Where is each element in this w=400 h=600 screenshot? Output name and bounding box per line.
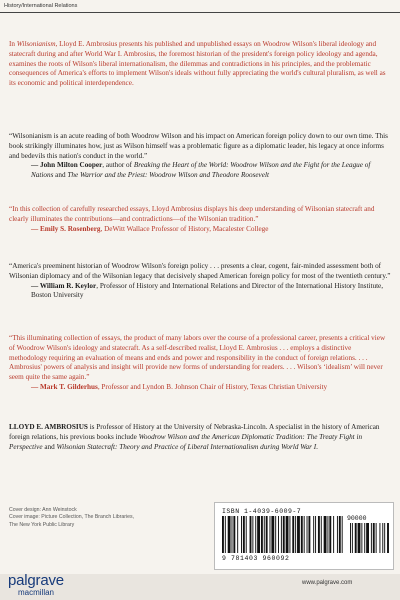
- barcode-bar: [246, 516, 247, 553]
- blurb-name: — John Milton Cooper: [31, 161, 103, 170]
- blurb-name: — William R. Keylor: [31, 281, 97, 290]
- blurb-affiliation: , Professor of History and International Relations and Director of the International History Institute, Boston University: [31, 281, 384, 300]
- blurb-affiliation: , DeWitt Wallace Professor of History, Macalester College: [100, 224, 269, 233]
- barcode-bar: [376, 523, 377, 553]
- barcode-bar: [382, 523, 383, 553]
- barcode-bar: [371, 523, 372, 553]
- logo-subline: macmillan: [18, 588, 55, 597]
- barcode-bar: [250, 516, 252, 553]
- barcode-bar: [315, 516, 316, 553]
- barcode-bar: [308, 516, 310, 553]
- barcode-bar: [289, 516, 290, 553]
- barcode-bar: [252, 516, 253, 553]
- category-label: History/International Relations: [4, 3, 78, 9]
- barcode-bars: [222, 516, 390, 554]
- barcode-bar: [313, 516, 314, 553]
- barcode-bar: [264, 516, 265, 553]
- barcode-bar: [304, 516, 305, 553]
- blurb-aff-a: , author of: [102, 161, 134, 170]
- barcode-bar: [278, 516, 279, 553]
- summary-part1: In: [9, 40, 17, 48]
- barcode-bar: [339, 516, 341, 553]
- blurb-text: “In this collection of carefully researched essays, Lloyd Ambrosius displays his deep understanding of Wilsonian statecraft and clearly illuminates the contributions—and contradictions—of the Wilsonian tradition.”: [9, 205, 375, 223]
- blurb-cooper: [9, 132, 391, 181]
- barcode-bar: [270, 516, 271, 553]
- blurb-gilderhus: [9, 334, 391, 393]
- blurb-affiliation: , Professor and Lyndon B. Johnson Chair of History, Texas Christian University: [97, 382, 328, 391]
- blurb-attribution: [9, 161, 391, 181]
- barcode-bar: [243, 516, 245, 553]
- logo-wordmark: palgrave: [8, 572, 64, 589]
- barcode-bar: [301, 516, 303, 553]
- barcode-bar: [222, 516, 224, 553]
- barcode-bar: [337, 516, 338, 553]
- barcode-bar: [255, 516, 256, 553]
- barcode-bar: [228, 516, 231, 553]
- barcode-digits: 9 781403 960092: [222, 555, 290, 562]
- barcode-bar: [307, 516, 308, 553]
- author-bio-part1: is Professor of History at the University of Nebraska-Lincoln. A specialist in the history of American foreign relations, his previous books include: [9, 423, 380, 441]
- blurb-attribution: [9, 383, 391, 393]
- barcode-bar: [321, 516, 322, 553]
- cover-credits: [9, 507, 134, 529]
- summary-part2: , Lloyd E. Ambrosius presents his published and unpublished essays on Woodrow Wilson's liberal ideology and statecraft during and after World War I. Ambrosius, the foremost historian of the president's foreign policy ideology and agenda, examines the roots of Wilson's liberal internationalism, the dilemmas and contradictions in his principles, and the problematic consequences of America's efforts to implement Wilson's ideals without fully appreciating the world's cultural pluralism, as well as its economic and political interdependence.: [9, 40, 386, 88]
- author-name: LLOYD E. AMBROSIUS: [9, 423, 88, 431]
- barcode-bar: [232, 516, 233, 553]
- barcode-bar: [355, 523, 357, 553]
- barcode-bar: [233, 516, 235, 553]
- author-bio: [9, 423, 391, 452]
- barcode-bar: [342, 516, 343, 553]
- barcode-bar: [271, 516, 274, 553]
- book-summary: [9, 40, 391, 89]
- barcode-bar: [283, 516, 285, 553]
- barcode-bar: [237, 516, 238, 553]
- barcode-bar: [361, 523, 362, 553]
- barcode-bar: [358, 523, 361, 553]
- barcode-bar: [241, 516, 242, 553]
- barcode-bar: [275, 516, 276, 553]
- blurb-attribution: [9, 282, 391, 302]
- summary-title: Wilsonianism: [16, 40, 56, 48]
- barcode-bar: [286, 516, 289, 553]
- blurb-aff-b: and: [53, 171, 68, 180]
- author-book2: Wilsonian Statecraft: Theory and Practice of Liberal Internationalism during World War I: [56, 442, 317, 451]
- blurb-book2: The Warrior and the Priest: Woodrow Wilson and Theodore Roosevelt: [67, 171, 269, 180]
- blurb-book1: Breaking the Heart of the World: Woodrow Wilson and the Fight for the League of Nations: [31, 161, 371, 180]
- barcode-bar: [379, 523, 380, 553]
- blurb-text: “This illuminating collection of essays, the product of many labors over the course of a professional career, presents a critical view of Woodrow Wilson's ideology and statecraft. As a self-described realist, Lloyd E. Ambrosius . . . employs a distinctive methodology requiring an evaluation of means and ends and power and responsibility in the conduct of foreign relations. . . . Ambrosius' powers of analysis and insight will provide new forms of understanding for readers. . . . Wilson's ‘idealism’ will never seem quite the same again.”: [9, 334, 386, 382]
- barcode-bar: [327, 516, 328, 553]
- barcode-bar: [364, 523, 365, 553]
- credit-design: Cover design: Ann Weinstock: [9, 507, 77, 513]
- blurb-name: — Mark T. Gilderhus: [31, 382, 98, 391]
- top-rule: [0, 12, 400, 13]
- barcode-bar: [281, 516, 282, 553]
- barcode-bar: [387, 523, 389, 553]
- barcode-bar: [384, 523, 385, 553]
- author-book1: Woodrow Wilson and the American Diplomatic Tradition: The Treaty Fight in Perspective: [9, 432, 363, 451]
- author-bio-part3: .: [316, 442, 318, 451]
- barcode-bar: [352, 523, 353, 553]
- barcode-bar: [297, 516, 300, 553]
- author-bio-part2: and: [42, 442, 57, 451]
- blurb-text: “America's preeminent historian of Woodrow Wilson's foreign policy . . . presents a clear, cogent, fair-minded assessment both of Wilsonian diplomacy and of the Wilsonian legacy that decisively shaped American foreign policy for most of the twentieth century.”: [9, 262, 391, 280]
- barcode-bar: [257, 516, 260, 553]
- barcode-bar: [324, 516, 327, 553]
- barcode-bar: [225, 516, 226, 553]
- blurb-keylor: [9, 262, 391, 301]
- barcode-bar: [366, 523, 369, 553]
- barcode-bar: [318, 516, 320, 553]
- barcode-bar: [261, 516, 263, 553]
- publisher-url: www.palgrave.com: [302, 580, 353, 586]
- blurb-text: “Wilsonianism is an acute reading of both Woodrow Wilson and his impact on American foreign policy down to our own time. This book strikingly illuminates how, just as Wilson himself was a problematic figure as a diplomatic leader, his legacy at once informs and bedevils this nation's conduct in the world.”: [9, 132, 388, 160]
- blurb-name: — Emily S. Rosenberg: [31, 224, 101, 233]
- barcode-bar: [329, 516, 331, 553]
- barcode-bar: [373, 523, 375, 553]
- credit-library: The New York Public Library: [9, 521, 75, 528]
- barcode-bar: [295, 516, 296, 553]
- barcode-bar: [292, 516, 294, 553]
- barcode-bar: [350, 523, 351, 553]
- barcode-bar: [333, 516, 334, 553]
- isbn-label: ISBN 1-4039-6009-7: [222, 508, 302, 515]
- blurb-attribution: [9, 225, 391, 235]
- price-code: 90000: [347, 515, 367, 522]
- blurb-rosenberg: [9, 205, 391, 234]
- publisher-logo: [8, 574, 64, 597]
- credit-image: Cover image: Picture Collection, The Branch Libraries,: [9, 514, 135, 521]
- barcode-bar: [266, 516, 268, 553]
